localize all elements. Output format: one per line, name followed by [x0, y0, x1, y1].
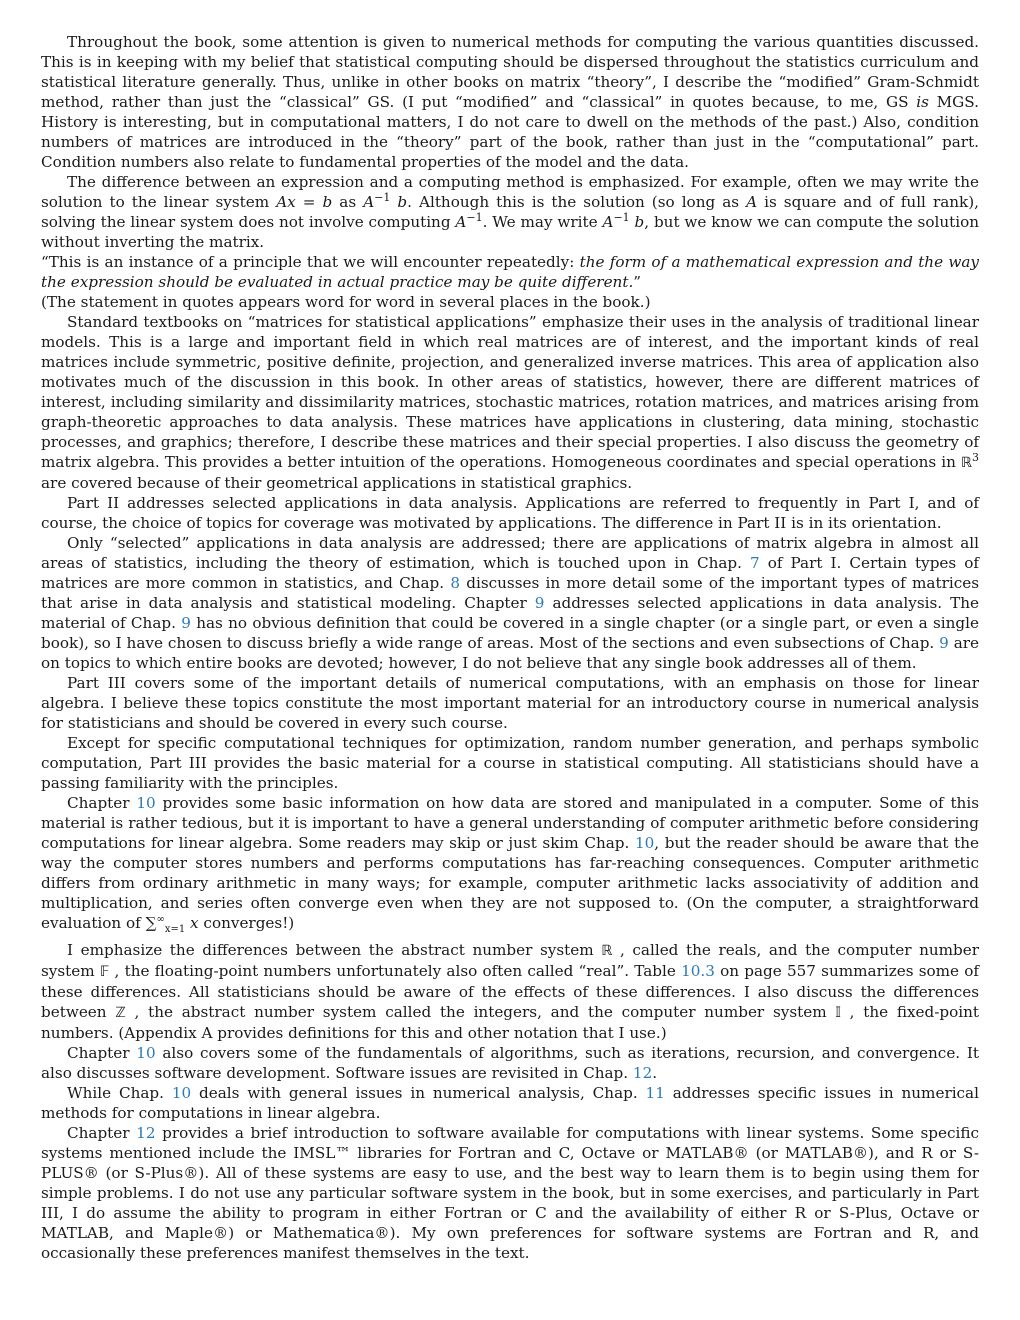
paragraph-text: provides a brief introduction to software available for computations with linear systems. Some specific systems mentioned include the IMSL™ libraries for Fortran and C, Octave or MATLAB® (or MATLAB®), and R or S-PLUS® (or S-Plus®). All of these systems are easy to use, and the best way to learn them is to begin using them for simple problems. I do not use any particular software system in the book, but in some exercises, and particularly in Part III, I do assume the ability to program in either Fortran or C and the availability of either R or S-Plus, Octave or MATLAB, and Maple®) or Mathematica®). My own preferences for software systems are Fortran and R, and occasionally these preferences manifest themselves in the text. [41, 1124, 979, 1263]
paragraph-text: are covered because of their geometrical applications in statistical graphics. [41, 474, 633, 492]
paragraph-text: , the floating-point numbers unfortunately also often called “real”. Table [109, 962, 682, 981]
chapter-link[interactable]: 10 [136, 794, 156, 812]
chapter-link[interactable]: 11 [645, 1084, 665, 1103]
paragraph-standard-textbooks [41, 312, 979, 493]
math-symbol: A [363, 193, 375, 211]
paragraph-numerical-methods [41, 32, 979, 172]
paragraph-selected-applications [41, 533, 979, 673]
summation-lower-limit: x=1 [164, 924, 186, 936]
block-quote [41, 252, 979, 292]
chapter-link[interactable]: 9 [939, 634, 949, 652]
math-symbol: b [322, 193, 333, 211]
emphasis-text: is [916, 93, 929, 111]
paragraph-text: addresses selected applications in data analysis. The material of Chap. [41, 594, 980, 632]
math-superscript: −1 [374, 190, 391, 204]
math-symbol: b [629, 213, 645, 231]
paragraph-text: Chapter [67, 1124, 137, 1143]
paragraph-text: Throughout the book, some attention is given to numerical methods for computing the various quantities discussed. This is in keeping with my belief that statistical computing should be dispersed throughout the statistics curriculum and statistical literature generally. Thus, unlike in other books on matrix “theory”, I describe the “modified” Gram-Schmidt method, rather than just the “classical” GS. (I put “modified” and “classical” in quotes because, to me, GS [41, 33, 979, 111]
table-link[interactable]: 10.3 [681, 962, 715, 981]
document-page [41, 32, 979, 1263]
chapter-link[interactable]: 10 [136, 1044, 156, 1063]
paragraph-text: , but we know we can compute the solution without inverting the matrix. [41, 213, 979, 251]
paragraph-text: on page 557 summarizes some of these differences. All statisticians should be aware of the effects of these differences. I also discuss the differences between [41, 962, 980, 1022]
math-symbol: b [390, 193, 408, 211]
summation-upper-limit: ∞ [156, 913, 165, 925]
paragraph-text: MGS. History is interesting, but in computational matters, I do not care to dwell on the methods of the past.) Also, condition numbers of matrices are introduced in the “theory” part of the book, rather than just in the “computational” part. Condition numbers also relate to fundamental properties of the model and the data. [41, 93, 980, 171]
paragraph-text: converges!) [198, 914, 295, 932]
paragraph-text: deals with general issues in numerical analysis, Chap. [191, 1084, 646, 1103]
paragraph-text: , the fixed-point numbers. (Appendix A provides definitions for this and other notation that I use.) [41, 1003, 979, 1043]
paragraph-text: Standard textbooks on “matrices for statistical applications” emphasize their uses in the analysis of traditional linear models. This is a large and important field in which real matrices are of interest, and the important kinds of real matrices include symmetric, positive definite, projection, and generalized inverse matrices. This area of application also motivates much of the discussion in this book. In other areas of statistics, however, there are different matrices of interest, including similarity and dissimilarity matrices, stochastic matrices, rotation matrices, and matrices arising from graph-theoretic approaches to data analysis. These matrices have applications in clustering, data mining, stochastic processes, and graphics; therefore, I describe these matrices and their special properties. I also discuss the geometry of matrix algebra. This provides a better intuition of the operations. Homogeneous coordinates and special operations in [41, 313, 979, 471]
paragraph-text: . Although this is the solution (so long as [407, 193, 747, 211]
chapter-link[interactable]: 10 [634, 834, 655, 852]
quote-text: “This is an instance of a principle that we will encounter repeatedly: [41, 253, 580, 271]
math-symbol: A [602, 213, 614, 231]
paragraph-software [41, 1123, 979, 1263]
paragraph-part-three: Part III covers some of the important details of numerical computations, with an emphasis on those for linear algebra. I believe these topics constitute the most important material for an introductory course in numerical analysis for statisticians and should be covered in every such course. [41, 674, 979, 732]
paragraph-part-two: Part II addresses selected applications in data analysis. Applications are referred to frequently in Part I, and of course, the choice of topics for coverage was motivated by applications. The difference in Part II is in its orientation. [41, 494, 979, 532]
summation-symbol: ∑ [145, 914, 157, 932]
paragraph-text: . We may write [482, 213, 603, 231]
paragraph-text: I emphasize the differences between the abstract number system [67, 941, 602, 960]
paragraph-text: addresses specific issues in numerical methods for computations in linear algebra. [41, 1084, 979, 1123]
paragraph-except-for: Except for specific computational techniques for optimization, random number generation, and perhaps symbolic computation, Part III provides the basic material for a course in statistical computing. All statisticians should have a passing familiarity with the principles. [41, 734, 979, 792]
paragraph-text: , the abstract number system called the integers, and the computer number system [125, 1003, 836, 1022]
quote-text: ” [633, 273, 642, 291]
chapter-link[interactable]: 10 [171, 1084, 192, 1103]
math-symbol: Ax [276, 193, 296, 211]
paragraph-text: also covers some of the fundamentals of algorithms, such as iterations, recursion, and convergence. It also discusses software development. Software issues are revisited in Chap. [41, 1044, 979, 1083]
paragraph-text: provides some basic information on how data are stored and manipulated in a computer. Some of this material is rather tedious, but it is important to have a general understanding of computer arithmetic before considering computations for linear algebra. Some readers may skip or just skim Chap. [41, 794, 979, 852]
paragraph-text: has no obvious definition that could be covered in a single chapter (or a single part, or even a single book), so I have chosen to discuss briefly a wide range of areas. Most of the sections and even subsections of Chap. [41, 614, 979, 652]
math-superscript: 3 [972, 450, 979, 464]
paragraph-text: is square and of full rank), solving the linear system does not involve computing [41, 193, 979, 231]
math-symbol: 𝕀 [835, 1005, 841, 1022]
paragraph-text: of Part I. Certain types of matrices are more common in statistics, and Chap. [41, 554, 979, 592]
paragraph-text: While Chap. [67, 1084, 172, 1103]
paragraph-text: The difference between an expression and a computing method is emphasized. For example, often we may write the solution to the linear system [41, 173, 979, 211]
math-symbol: A [746, 193, 758, 211]
paragraph-text: discusses in more detail some of the important types of matrices that arise in data analysis and statistical modeling. Chapter [41, 574, 979, 612]
paragraph-algorithms [41, 1043, 979, 1083]
summation-expression [145, 913, 199, 936]
chapter-link[interactable]: 9 [181, 614, 191, 632]
chapter-link[interactable]: 12 [632, 1064, 653, 1083]
math-operator: = [295, 193, 323, 211]
math-symbol: A [455, 213, 467, 231]
math-superscript: −1 [466, 210, 483, 224]
paragraph-chapter-eleven [41, 1083, 979, 1123]
paragraph-text: , but the reader should be aware that the way the computer stores numbers and performs computations has far-reaching consequences. Computer arithmetic differs from ordinary arithmetic in many ways; for example, computer arithmetic lacks associativity of addition and multiplication, and series often converge even when they are not supposed to. (On the computer, a straightforward evaluation of [41, 834, 979, 932]
math-symbol: 𝔽 [99, 964, 110, 981]
paragraph-number-systems [41, 940, 979, 1043]
paragraph-text: , called the reals, and the computer number system [41, 941, 979, 981]
paragraph-text: Chapter [67, 1044, 137, 1063]
math-symbol: ℝ [601, 943, 613, 960]
math-symbol: ℝ [960, 455, 972, 471]
paragraph-chapter-ten [41, 793, 979, 940]
paragraph-text: as [332, 193, 364, 211]
math-symbol: ℤ [115, 1005, 126, 1022]
chapter-link[interactable]: 9 [534, 594, 545, 612]
math-symbol: x [185, 914, 199, 932]
paragraph-text: Only “selected” applications in data analysis are addressed; there are applications of matrix algebra in almost all areas of statistics, including the theory of estimation, which is touched upon in Chap. [41, 534, 979, 572]
paragraph-expression-vs-method [41, 172, 979, 252]
chapter-link[interactable]: 7 [750, 554, 760, 572]
chapter-link[interactable]: 8 [450, 574, 461, 592]
math-superscript: −1 [613, 210, 630, 224]
paragraph-text: are on topics to which entire books are devoted; however, I do not believe that any single book addresses all of them. [41, 634, 980, 672]
paragraph-text: . [652, 1064, 658, 1083]
paragraph-quote-note: (The statement in quotes appears word for word in several places in the book.) [41, 293, 651, 311]
quote-emphasis: the form of a mathematical expression and the way the expression should be evaluated in actual practice may be quite different. [41, 253, 979, 291]
paragraph-text: Chapter [67, 794, 137, 812]
chapter-link[interactable]: 12 [136, 1124, 156, 1143]
